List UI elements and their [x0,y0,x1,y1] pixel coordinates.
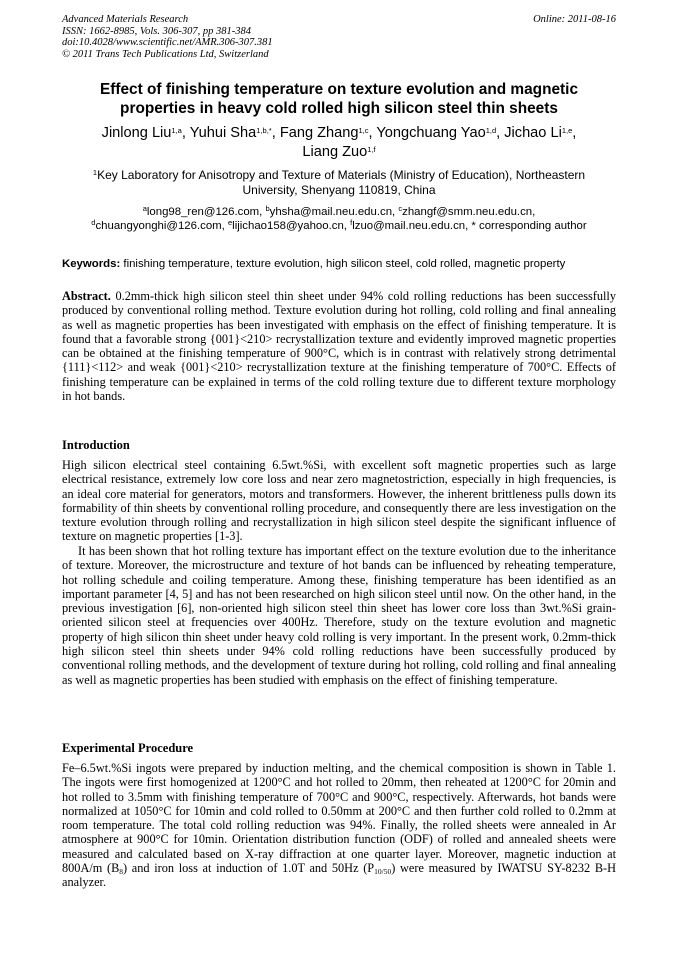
b8-subscript: 8 [119,867,124,877]
abstract-label: Abstract. [62,289,111,303]
author-name: Fang Zhang [279,125,359,141]
experimental-text: ) were measured by IWATSU SY-8232 B-H analyzer. [62,861,616,890]
email-sup: a [142,204,147,213]
experimental-paragraph [62,761,616,890]
email-sup: f [350,218,353,227]
affiliation [62,168,616,198]
email-address[interactable]: lzuo@mail.neu.edu.cn, * corresponding author [352,220,587,232]
author-sup: 1,b,* [256,126,272,135]
author-sup: 1,c [358,126,369,135]
experimental-text: ) and iron loss at induction of 1.0T and 50Hz (P [123,861,375,876]
paper-title: Effect of finishing temperature on texture evolution and magnetic properties in heavy cold rolled high silicon steel thin sheets [99,81,579,117]
affiliation-sup: 1 [92,168,98,177]
online-date: Online: 2011-08-16 [533,14,616,25]
author-name: Liang Zuo [302,144,368,160]
keywords [62,257,616,271]
p-subscript: 10/50 [374,867,392,877]
abstract [62,289,616,403]
author-name: Jichao Li [504,125,562,141]
journal-name: Advanced Materials Research [62,14,189,25]
email-address[interactable]: zhangf@smm.neu.edu.cn, [402,206,536,218]
copyright-line: © 2011 Trans Tech Publications Ltd, Switzerland [62,48,269,60]
email-list [62,205,616,233]
journal-header [62,14,273,60]
email-address[interactable]: chuangyonghi@126.com, [95,220,228,232]
author-sup: 1,f [367,145,376,154]
keywords-text: finishing temperature, texture evolution, high silicon steel, cold rolled, magnetic property [120,258,566,270]
email-sup: b [265,204,270,213]
affiliation-line: University, Shenyang 110819, China [242,183,436,197]
introduction-paragraph: It has been shown that hot rolling texture has important effect on the texture evolution due to the inheritance of texture. Moreover, the microstructure and texture of hot bands can be influenced by reheating temperature, hot rolling schedule and coiling temperature. Among these, finishing temperature has been identified as an important parameter [4, 5] and has not been researched on high silicon steel until now. On the other hand, in the previous investigation [6], non-oriented high silicon steel thin sheet has lower core loss than 3wt.%Si grain-oriented silicon steel at frequencies over 400Hz. Therefore, study on the texture evolution and magnetic property of high silicon thin sheet under heavy cold rolling is very important. In the present work, 0.2mm-thick high silicon steel thin sheets under 94% cold rolling reductions have been successfully produced by conventional rolling methods, and the development of texture during hot rolling, cold rolling and final annealing as well as magnetic properties has been studied with emphasis on the effect of finishing temperature. [62,544,616,687]
author-list: Jinlong Liu$^{1,a}$, Yuhui Sha$^{1,b,*}$, Fang Zhang$^{1,c}$, Yongchuang Yao$^{1,d}$, Jichao Li$^{1,e}$, Liang Zuo$^{1,f}$ [101,125,577,160]
doi-line[interactable]: doi:10.4028/www.scientific.net/AMR.306-307.381 [62,37,273,48]
issn-line: ISSN: 1662-8985, Vols. 306-307, pp 381-384 [62,25,251,37]
author-name: Yuhui Sha [189,125,257,141]
affiliation-line: Key Laboratory for Anisotropy and Texture of Materials (Ministry of Education), Northeastern [97,168,586,182]
keywords-label: Keywords: [62,258,121,270]
author-sup: 1,d [485,126,497,135]
email-sup: e [228,218,233,227]
author-name: Yongchuang Yao [376,125,486,141]
experimental-text: Fe–6.5wt.%Si ingots were prepared by induction melting, and the chemical composition is shown in Table 1. The ingots were first homogenized at 1200°C and hot rolled to 20mm, then reheated at 1200°C for 20min and hot rolled to 3.5mm with finishing temperature of 700°C and 900°C, respectively. Afterwards, hot bands were normalized at 1050°C for 10min and cold rolled to 0.50mm at 200°C and then further cold rolled to 0.2mm at room temperature. The total cold rolling reduction was 94%. Finally, the rolled sheets were annealed in Ar atmosphere at 900°C for 10min. Orientation distribution function (ODF) of rolled and annealed sheets were measured and calculated based on X-ray diffraction at one quarter layer. Moreover, magnetic induction at 800A/m (B [62,761,616,876]
author-sup: 1,e [561,126,573,135]
email-sup: d [91,218,96,227]
introduction-heading: Introduction [62,438,130,452]
email-address[interactable]: yhsha@mail.neu.edu.cn, [269,206,399,218]
introduction-paragraph: High silicon electrical steel containing 6.5wt.%Si, with excellent soft magnetic properties such as large electrical resistance, extremely low core loss and near zero magnetostriction, especially in high frequencies, is an ideal core material for generators, motors and transformers. However, the inherent brittleness pulls down its formability of thin sheets by conventional rolling procedure, and consequently there are less investigation on the texture evolution through rolling and recrystallization in high silicon steel despite the significant influence of texture on magnetic properties [1-3]. [62,458,616,544]
email-address[interactable]: long98_ren@126.com, [146,206,266,218]
abstract-text: 0.2mm-thick high silicon steel thin sheet under 94% cold rolling reductions has been successfully produced by conventional rolling method. Texture evolution during hot rolling, cold rolling and final annealing as well as magnetic properties has been investigated with emphasis on the effect of finishing temperature. It is found that a favorable strong {001}<210> recrystallization texture and evidently improved magnetic properties can be obtained at the finishing temperature of 900°C, which is in contrast with relatively strong detrimental {111}<112> and weak {001}<210> recrystallization texture at the finishing temperature of 700°C. Effects of finishing temperature can be explained in terms of the cold rolling texture due to different texture morphology in hot bands. [62,289,616,404]
email-sup: c [398,204,403,213]
author-sup: 1,a [171,126,182,135]
author-name: Jinlong Liu [101,125,172,141]
email-address[interactable]: lijichao158@yahoo.cn, [232,220,351,232]
experimental-heading: Experimental Procedure [62,741,194,755]
